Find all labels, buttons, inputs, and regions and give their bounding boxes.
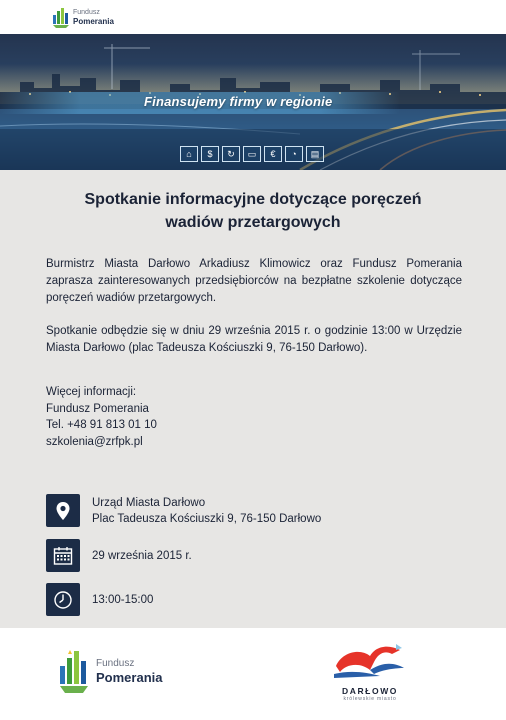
footer-logo-text-fundusz: Fundusz	[96, 657, 135, 669]
main-content	[0, 170, 506, 628]
contact-block	[46, 384, 157, 450]
pomerania-logo-icon	[58, 648, 90, 694]
car-icon[interactable]: ▭	[243, 146, 261, 162]
date-row	[46, 539, 192, 572]
pomerania-logo-icon	[52, 6, 70, 28]
footer-logo-text-pomerania: Pomerania	[96, 669, 163, 685]
contact-heading: Więcej informacji:	[46, 386, 137, 398]
location-pin-icon	[46, 494, 80, 527]
header	[0, 0, 506, 34]
money-bag-icon[interactable]: $	[201, 146, 219, 162]
intro-paragraph: Burmistrz Miasta Darłowo Arkadiusz Klimowicz oraz Fundusz Pomerania zaprasza zainteresowanych przedsiębiorców na bezpłatne szkolenie dotyczące poręczeń wadiów przetargowych.	[46, 258, 462, 304]
fundusz-pomerania-logo-small[interactable]	[52, 6, 114, 28]
home-icon[interactable]: ⌂	[180, 146, 198, 162]
title-line-2: wadiów przetargowych	[165, 214, 341, 231]
contact-phone[interactable]: Tel. +48 91 813 01 10	[46, 419, 157, 431]
page-title	[40, 188, 466, 234]
service-icon-row	[180, 146, 324, 162]
location-name: Urząd Miasta Darłowo	[92, 496, 206, 509]
document-icon[interactable]: ▤	[306, 146, 324, 162]
title-line-1: Spotkanie informacyjne dotyczące poręczeń	[84, 191, 422, 208]
event-date: 29 września 2015 r.	[92, 549, 192, 562]
location-row	[46, 494, 321, 527]
fundusz-pomerania-logo[interactable]	[58, 648, 162, 694]
darlowo-name: DARŁOWO	[341, 686, 399, 696]
logo-text-fundusz: Fundusz	[73, 9, 100, 16]
time-row	[46, 583, 153, 616]
refresh-icon[interactable]: ↻	[222, 146, 240, 162]
location-address: Plac Tadeusza Kościuszki 9, 76-150 Darłowo	[92, 512, 322, 525]
contact-email[interactable]: szkolenia@zrfpk.pl	[46, 435, 143, 448]
darlowo-subtitle: królewskie miasto	[343, 696, 397, 702]
tagline-band	[0, 92, 400, 114]
meeting-paragraph: Spotkanie odbędzie się w dniu 29 września 2015 r. o godzinie 13:00 w Urzędzie Miasta Darłowo (plac Tadeusza Kościuszki 9, 76-150 Darłowo).	[46, 325, 462, 354]
pie-chart-icon[interactable]: ◔	[285, 146, 303, 162]
calendar-icon	[46, 539, 80, 572]
footer	[0, 628, 506, 720]
darlowo-emblem-icon	[330, 640, 410, 680]
logo-text-pomerania: Pomerania	[73, 17, 114, 26]
tagline-text: Finansujemy firmy w regionie	[144, 94, 333, 109]
clock-icon	[46, 583, 80, 616]
event-time: 13:00-15:00	[92, 593, 154, 606]
contact-org: Fundusz Pomerania	[46, 402, 149, 415]
darlowo-logo[interactable]	[330, 640, 410, 702]
hero-banner	[0, 34, 506, 170]
euro-icon[interactable]: €	[264, 146, 282, 162]
